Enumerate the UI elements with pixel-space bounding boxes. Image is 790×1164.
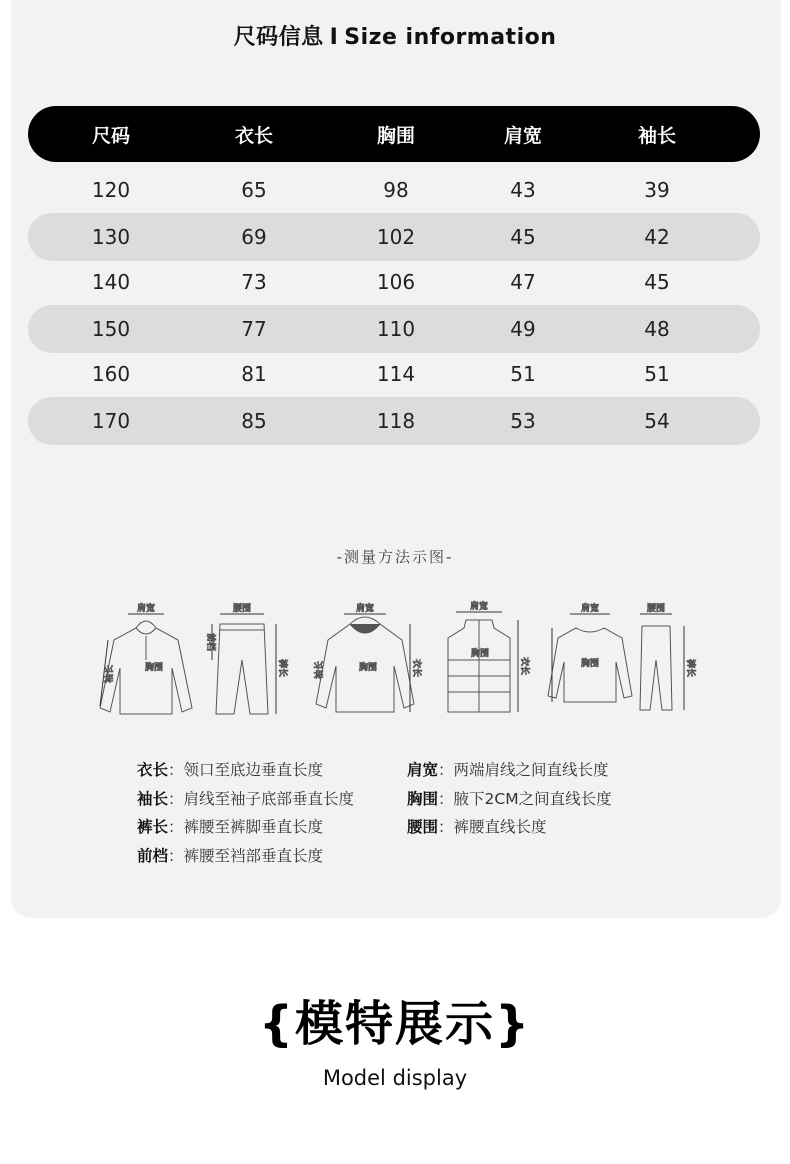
table-row — [28, 305, 760, 353]
table-cell: 45 — [644, 270, 670, 294]
table-cell: 65 — [241, 178, 267, 202]
table-row — [28, 213, 760, 261]
table-row — [28, 397, 760, 445]
table-cell: 39 — [644, 178, 670, 202]
size-table-header — [28, 106, 760, 162]
pants-length-label: 裤长 — [277, 658, 287, 678]
legend-left — [137, 756, 354, 870]
shoulder-label: 肩宽 — [469, 602, 489, 612]
table-cell: 69 — [241, 225, 267, 249]
legend-key: 肩宽 — [407, 761, 439, 779]
model-display-title: {模特展示} — [258, 996, 532, 1052]
legend-item: 肩宽：两端肩线之间直线长度 — [407, 761, 609, 779]
column-header-shoulder: 肩宽 — [503, 124, 542, 147]
waist-label: 腰围 — [232, 604, 252, 614]
table-cell: 49 — [510, 317, 536, 341]
sleeve-label: 袖长 — [315, 660, 325, 680]
table-row — [28, 258, 760, 306]
table-cell: 140 — [91, 270, 131, 294]
table-cell: 81 — [241, 362, 267, 386]
chest-label: 胸围 — [580, 659, 600, 669]
legend-value: 腋下2CM之间直线长度 — [453, 789, 612, 808]
legend-key: 裤长 — [137, 818, 169, 836]
column-header-length: 衣长 — [234, 124, 273, 147]
measurement-diagram-title: -测量方法示图- — [336, 548, 454, 566]
hooded-sweater-figure — [310, 600, 420, 720]
table-cell: 130 — [91, 225, 131, 249]
legend-value: 裤腰至裆部垂直长度 — [183, 846, 324, 865]
table-cell: 170 — [91, 409, 131, 433]
sleeve-label: 袖长 — [105, 664, 115, 684]
legend-value: 裤腰直线长度 — [453, 818, 547, 836]
table-cell: 118 — [376, 409, 416, 433]
legend-item: 袖长：肩线至袖子底部垂直长度 — [137, 789, 355, 808]
legend-item: 裤长：裤腰至裤脚垂直长度 — [137, 818, 324, 836]
table-cell: 53 — [510, 409, 536, 433]
pants-figure — [204, 600, 287, 720]
table-cell: 77 — [241, 317, 267, 341]
table-cell: 106 — [376, 270, 416, 294]
legend-value: 领口至底边垂直长度 — [183, 761, 324, 779]
table-cell: 150 — [91, 317, 131, 341]
chest-label: 胸围 — [470, 649, 490, 659]
legend-key: 腰围 — [407, 818, 439, 836]
sweatshirt-joggers-figure — [546, 600, 696, 720]
table-cell: 110 — [376, 317, 416, 341]
shoulder-label: 肩宽 — [136, 604, 156, 614]
column-header-size: 尺码 — [91, 124, 130, 147]
table-cell: 54 — [644, 409, 670, 433]
table-cell: 85 — [241, 409, 267, 433]
table-row — [28, 166, 760, 214]
page-title — [0, 20, 790, 51]
table-cell: 114 — [376, 362, 416, 386]
legend-value: 肩线至袖子底部垂直长度 — [183, 789, 355, 808]
table-cell: 73 — [241, 270, 267, 294]
legend-right — [407, 756, 612, 842]
legend-item: 胸围：腋下2CM之间直线长度 — [407, 789, 612, 808]
table-cell: 51 — [510, 362, 536, 386]
legend-key: 袖长 — [137, 789, 169, 808]
legend-key: 胸围 — [407, 789, 439, 808]
vest-figure — [436, 600, 529, 720]
table-cell: 43 — [510, 178, 536, 202]
table-cell: 102 — [376, 225, 416, 249]
waist-label: 腰围 — [646, 604, 666, 614]
hoodie-figure — [96, 600, 196, 720]
table-cell: 51 — [644, 362, 670, 386]
legend-value: 两端肩线之间直线长度 — [453, 761, 609, 779]
pants-length-label: 裤长 — [685, 658, 695, 678]
column-header-chest: 胸围 — [376, 124, 415, 147]
column-header-sleeve: 袖长 — [637, 124, 676, 147]
table-row — [28, 350, 760, 398]
legend-item: 腰围：裤腰直线长度 — [407, 818, 547, 836]
table-cell: 45 — [510, 225, 536, 249]
shoulder-label: 肩宽 — [355, 604, 375, 614]
chest-label: 胸围 — [144, 663, 164, 673]
table-cell: 120 — [91, 178, 131, 202]
measurement-diagram — [90, 600, 700, 730]
length-label: 衣长 — [519, 656, 529, 676]
shoulder-label: 肩宽 — [580, 604, 600, 614]
legend-key: 前档 — [137, 846, 169, 865]
table-cell: 98 — [383, 178, 409, 202]
title-separator: I — [329, 25, 339, 50]
legend-item: 衣长：领口至底边垂直长度 — [137, 761, 324, 779]
title-en: Size information — [344, 25, 557, 50]
length-label: 衣长 — [411, 658, 421, 678]
model-display-subtitle: Model display — [322, 1066, 468, 1090]
title-cn: 尺码信息 — [233, 25, 324, 50]
table-cell: 42 — [644, 225, 670, 249]
chest-label: 胸围 — [358, 663, 378, 673]
rise-label: 前档 — [205, 632, 215, 652]
legend-value: 裤腰至裤脚垂直长度 — [183, 818, 324, 836]
table-cell: 160 — [91, 362, 131, 386]
table-cell: 47 — [510, 270, 536, 294]
table-cell: 48 — [644, 317, 670, 341]
legend-key: 衣长 — [137, 761, 169, 779]
legend-item: 前档：裤腰至裆部垂直长度 — [137, 846, 324, 865]
